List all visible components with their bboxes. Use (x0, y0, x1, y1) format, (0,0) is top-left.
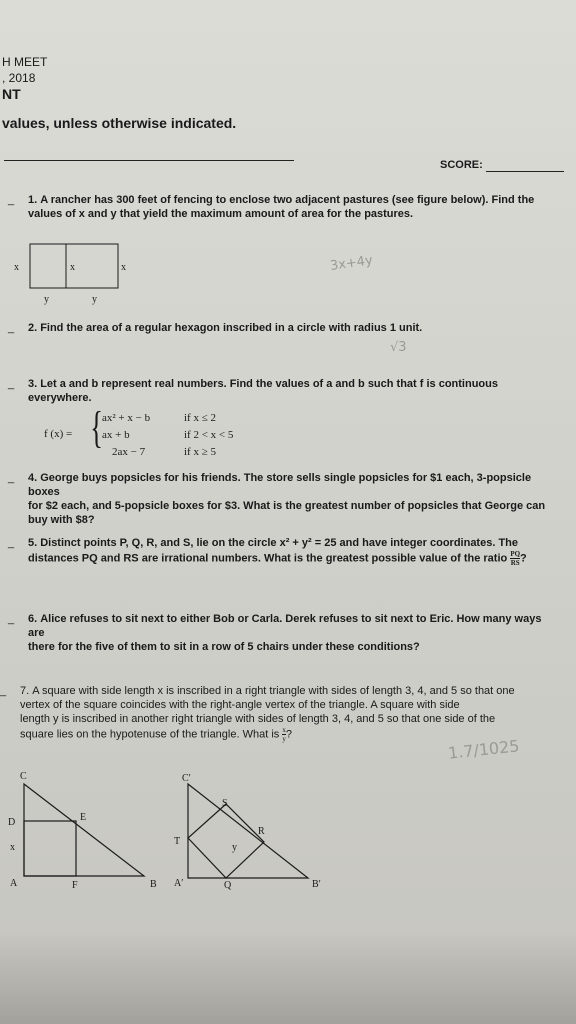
ratio-numerator: PQ (510, 550, 521, 558)
answer-blank: _ (8, 194, 15, 206)
question-text-line: Distinct points P, Q, R, and S, lie on the circle x² + y² = 25 and have integer coordinates. The (40, 537, 518, 549)
header-line-1: H MEET (2, 55, 48, 69)
instructions: values, unless otherwise indicated. (2, 115, 237, 131)
page-shadow (0, 930, 576, 1024)
piecewise-brace: { (90, 403, 103, 452)
piecewise-expr-3: 2ax − 7 (112, 446, 146, 458)
ratio-denominator: y (282, 735, 286, 743)
question-5 (8, 536, 558, 567)
question-3 (8, 377, 548, 405)
answer-blank: _ (8, 472, 15, 484)
vertex-q: Q (224, 880, 232, 891)
vertex-a: A (10, 878, 18, 889)
piecewise-cond-2: if 2 < x < 5 (184, 429, 234, 441)
question-text-line: buy with $8? (28, 514, 95, 526)
vertex-e: E (80, 812, 87, 823)
question-text-line: A square with side length x is inscribed in a right triangle with sides of length 3, 4, and 5 so that one (32, 685, 515, 697)
question-text-line: for $2 each, and 5-popsicle boxes for $3. What is the greatest number of popsicles that George can (28, 500, 546, 512)
vertex-d: D (8, 817, 16, 828)
question-text-line: Find the area of a regular hexagon inscribed in a circle with radius 1 unit. (40, 322, 423, 334)
question-6 (8, 612, 558, 654)
fig1-y-left: y (44, 294, 49, 305)
question-number: 3. (28, 378, 38, 390)
vertex-c-prime: C′ (182, 773, 191, 784)
vertex-s: S (222, 798, 228, 809)
question-number: 6. (28, 613, 38, 625)
question-number: 1. (28, 194, 38, 206)
answer-blank: _ (8, 322, 15, 334)
answer-blank: _ (8, 537, 15, 549)
header-line-2: , 2018 (2, 71, 36, 85)
question-7 (0, 684, 560, 743)
question-text-line: values of x and y that yield the maximum amount of area for the pastures. (28, 208, 414, 220)
side-x-label: x (10, 842, 15, 853)
piecewise-cond-3: if x ≥ 5 (184, 446, 217, 458)
side-y-label: y (232, 842, 237, 853)
vertex-a-prime: A′ (174, 878, 184, 889)
ratio-fraction (510, 550, 520, 567)
score-label: SCORE: (440, 159, 483, 171)
vertex-t: T (174, 836, 181, 847)
question-number: 4. (28, 472, 38, 484)
pencil-marks: 1.7/1025 (447, 736, 521, 763)
ratio-denominator: RS (510, 559, 520, 567)
vertex-f: F (72, 880, 78, 891)
question-text-line: Let a and b represent real numbers. Find the values of a and b such that f is continuous (40, 378, 498, 390)
question-text-line: George buys popsicles for his friends. The store sells single popsicles for $1 each, 3-popsicle boxes (28, 472, 532, 498)
fig1-x-mid: x (70, 262, 75, 273)
question-text-line: length y is inscribed in another right triangle with sides of length 3, 4, and 5 so that one side of the (20, 713, 496, 725)
question-number: 5. (28, 537, 38, 549)
triangle-square-figure-left (20, 780, 160, 890)
answer-blank: _ (8, 378, 15, 390)
piecewise-expr-2: ax + b (102, 429, 130, 441)
vertex-b: B (150, 879, 157, 890)
ratio-numerator: x (282, 726, 286, 734)
question-text-line: A rancher has 300 feet of fencing to enclose two adjacent pastures (see figure below). Find the (40, 194, 535, 206)
piecewise-expr-1: ax² + x − b (102, 412, 151, 424)
question-number: 2. (28, 322, 38, 334)
question-2 (8, 321, 548, 335)
fig1-y-right: y (92, 294, 97, 305)
fig1-x-right: x (121, 262, 126, 273)
name-line (4, 160, 294, 161)
score-blank (486, 171, 564, 172)
question-1 (8, 193, 548, 221)
question-text-line: everywhere. (28, 392, 92, 404)
piecewise-lhs: f (x) = (44, 428, 73, 440)
question-text-line: there for the five of them to sit in a row of 5 chairs under these conditions? (28, 641, 420, 653)
question-text-line: vertex of the square coincides with the right-angle vertex of the triangle. A square with side (20, 699, 460, 711)
pencil-marks: √3 (390, 340, 407, 355)
header-line-3: NT (2, 86, 21, 102)
fig1-x-left: x (14, 262, 19, 273)
question-text-line: square lies on the hypotenuse of the triangle. What is (20, 728, 280, 741)
question-text-line: distances PQ and RS are irrational numbers. What is the greatest possible value of the ratio (28, 552, 508, 565)
question-number: 7. (20, 685, 30, 697)
vertex-r: R (258, 826, 265, 837)
vertex-b-prime: B′ (312, 879, 321, 890)
question-4 (8, 471, 558, 527)
vertex-c: C (20, 771, 27, 782)
answer-blank: _ (0, 685, 7, 697)
piecewise-cond-1: if x ≤ 2 (184, 412, 217, 424)
question-text-line: Alice refuses to sit next to either Bob or Carla. Derek refuses to sit next to Eric. How many ways are (28, 613, 542, 639)
pencil-marks: 3x+4y (329, 253, 374, 274)
ratio-end: ? (285, 728, 292, 741)
answer-blank: _ (8, 613, 15, 625)
triangle-square-figure-right (186, 782, 336, 892)
ratio-end: ? (520, 552, 527, 565)
